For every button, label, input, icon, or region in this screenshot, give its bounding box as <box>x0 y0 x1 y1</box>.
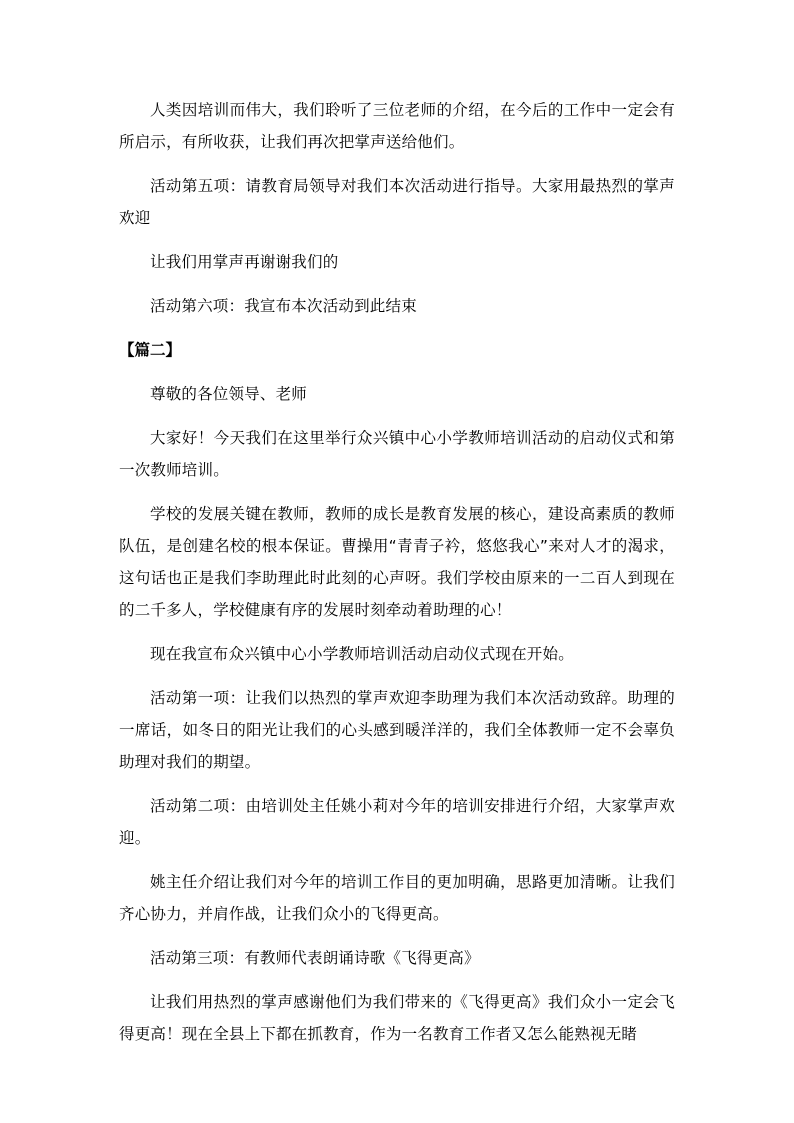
paragraph: 大家好！今天我们在这里举行众兴镇中心小学教师培训活动的启动仪式和第一次教师培训。 <box>119 429 675 479</box>
paragraph: 活动第三项：有教师代表朗诵诗歌《飞得更高》 <box>150 949 480 967</box>
paragraph: 姚主任介绍让我们对今年的培训工作目的更加明确，思路更加清晰。让我们齐心协力，并肩作战，让我们众小的飞得更高。 <box>119 873 675 923</box>
paragraph: 活动第一项：让我们以热烈的掌声欢迎李助理为我们本次活动致辞。助理的一席话，如冬日的阳光让我们的心头感到暖洋洋的，我们全体教师一定不会辜负助理对我们的期望。 <box>119 689 675 771</box>
paragraph: 活动第五项：请教育局领导对我们本次活动进行指导。大家用最热烈的掌声欢迎 <box>119 177 675 227</box>
paragraph: 让我们用掌声再谢谢我们的 <box>150 253 339 271</box>
paragraph: 活动第二项：由培训处主任姚小莉对今年的培训安排进行介绍，大家掌声欢迎。 <box>119 797 675 847</box>
document-body <box>119 94 675 1062</box>
section-heading: 【篇二】 <box>119 341 182 359</box>
paragraph: 人类因培训而伟大，我们聆听了三位老师的介绍，在今后的工作中一定会有所启示，有所收获，让我们再次把掌声送给他们。 <box>119 101 675 151</box>
paragraph: 尊敬的各位领导、老师 <box>150 385 308 403</box>
paragraph: 现在我宣布众兴镇中心小学教师培训活动启动仪式现在开始。 <box>150 645 574 663</box>
paragraph: 活动第六项：我宣布本次活动到此结束 <box>150 297 417 315</box>
paragraph: 让我们用热烈的掌声感谢他们为我们带来的《飞得更高》我们众小一定会飞得更高！现在全县上下都在抓教育，作为一名教育工作者又怎么能熟视无睹 <box>119 993 675 1043</box>
paragraph: 学校的发展关键在教师，教师的成长是教育发展的核心，建设高素质的教师队伍，是创建名校的根本保证。曹操用“青青子衿，悠悠我心”来对人才的渴求，这句话也正是我们李助理此时此刻的心声呀。我们学校由原来的一二百人到现在的二千多人，学校健康有序的发展时刻牵动着助理的心！ <box>119 505 675 619</box>
